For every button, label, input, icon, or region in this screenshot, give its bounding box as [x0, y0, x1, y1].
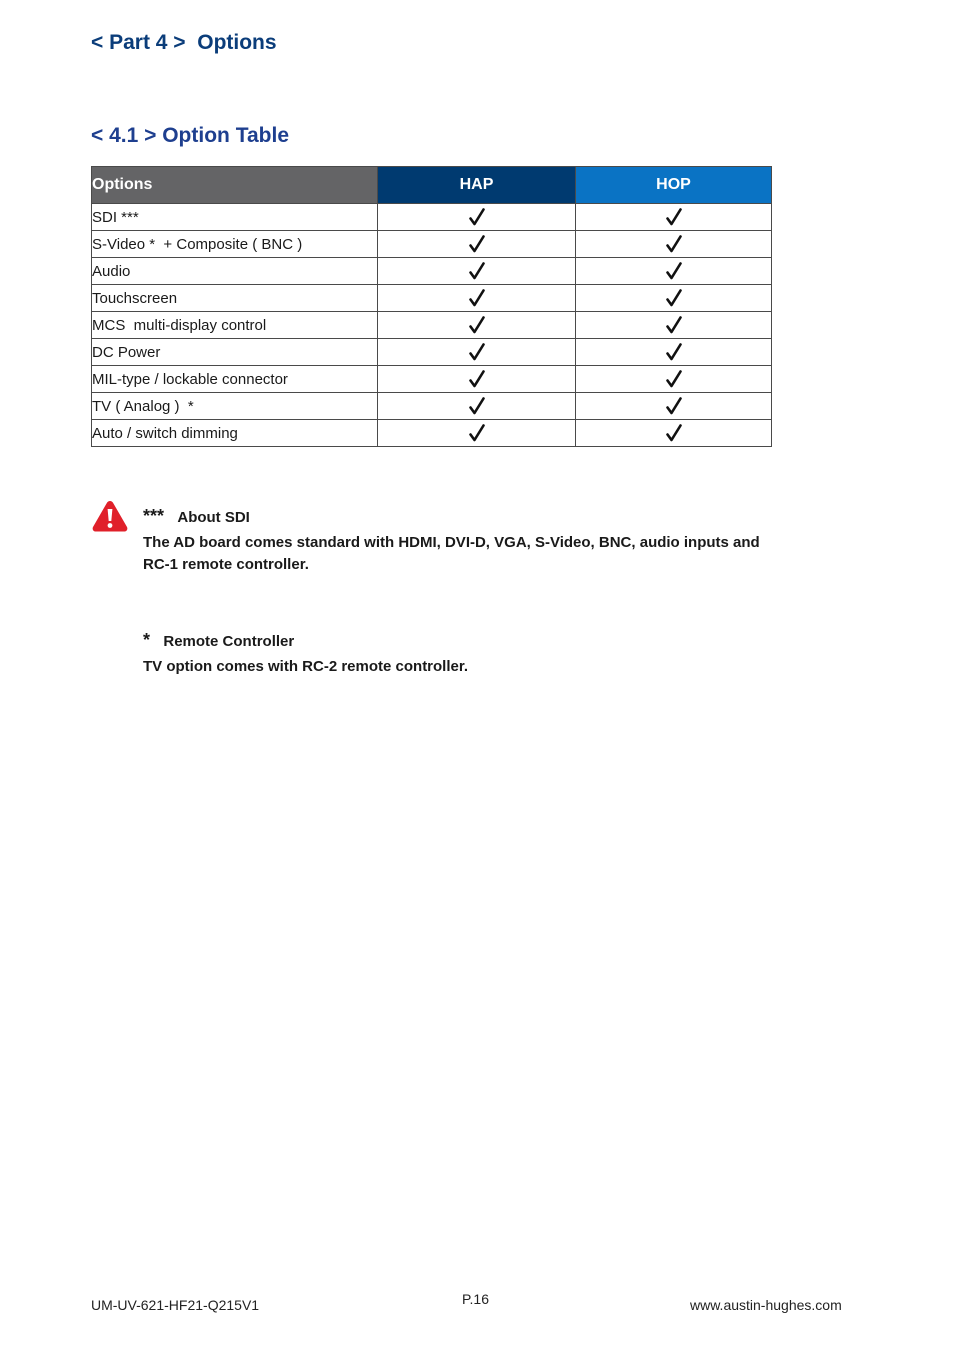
- page-number: P.16: [462, 1291, 489, 1307]
- hap-cell: [378, 420, 576, 447]
- hop-cell: [576, 312, 772, 339]
- hop-cell: [576, 258, 772, 285]
- hap-cell: [378, 393, 576, 420]
- hap-cell: [378, 312, 576, 339]
- part-title: < Part 4 > Options: [91, 31, 277, 54]
- check-icon: [469, 424, 485, 442]
- sdi-note-stars: ***: [143, 506, 165, 526]
- check-icon: [666, 208, 682, 226]
- header-hop: HOP: [576, 167, 772, 204]
- sdi-note: [143, 506, 760, 576]
- option-label: SDI ***: [92, 204, 378, 231]
- sdi-note-heading: About SDI: [177, 509, 250, 526]
- remote-note-star: *: [143, 630, 151, 650]
- hop-cell: [576, 204, 772, 231]
- table-row: [92, 258, 772, 285]
- header-hap: HAP: [378, 167, 576, 204]
- check-icon: [469, 316, 485, 334]
- hop-cell: [576, 393, 772, 420]
- header-options: Options: [92, 167, 378, 204]
- check-icon: [469, 397, 485, 415]
- check-icon: [666, 397, 682, 415]
- check-icon: [666, 262, 682, 280]
- table-row: [92, 339, 772, 366]
- check-icon: [666, 316, 682, 334]
- option-label: Audio: [92, 258, 378, 285]
- option-label: DC Power: [92, 339, 378, 366]
- website-link[interactable]: www.austin-hughes.com: [690, 1297, 842, 1313]
- option-label: MIL-type / lockable connector: [92, 366, 378, 393]
- hop-cell: [576, 366, 772, 393]
- check-icon: [469, 343, 485, 361]
- option-table: [91, 166, 772, 447]
- option-label: Auto / switch dimming: [92, 420, 378, 447]
- hap-cell: [378, 204, 576, 231]
- table-header-row: [92, 167, 772, 204]
- hap-cell: [378, 231, 576, 258]
- hap-cell: [378, 366, 576, 393]
- table-row: [92, 204, 772, 231]
- sdi-note-line: The AD board comes standard with HDMI, DVI-D, VGA, S-Video, BNC, audio inputs and: [143, 534, 760, 551]
- check-icon: [666, 289, 682, 307]
- option-label: TV ( Analog ) *: [92, 393, 378, 420]
- option-label: MCS multi-display control: [92, 312, 378, 339]
- remote-note: [143, 630, 468, 678]
- table-row: [92, 366, 772, 393]
- hop-cell: [576, 420, 772, 447]
- check-icon: [469, 289, 485, 307]
- remote-note-heading: Remote Controller: [163, 633, 295, 650]
- hap-cell: [378, 285, 576, 312]
- hop-cell: [576, 285, 772, 312]
- check-icon: [666, 235, 682, 253]
- hop-cell: [576, 339, 772, 366]
- check-icon: [666, 424, 682, 442]
- table-row: [92, 285, 772, 312]
- table-row: [92, 420, 772, 447]
- check-icon: [469, 235, 485, 253]
- check-icon: [666, 343, 682, 361]
- hap-cell: [378, 339, 576, 366]
- table-row: [92, 312, 772, 339]
- table-row: [92, 393, 772, 420]
- option-label: Touchscreen: [92, 285, 378, 312]
- check-icon: [469, 262, 485, 280]
- section-title: < 4.1 > Option Table: [91, 124, 289, 147]
- check-icon: [666, 370, 682, 388]
- hop-cell: [576, 231, 772, 258]
- option-label: S-Video * + Composite ( BNC ): [92, 231, 378, 258]
- sdi-note-line: RC-1 remote controller.: [143, 556, 309, 573]
- doc-code: UM-UV-621-HF21-Q215V1: [91, 1297, 260, 1313]
- check-icon: [469, 208, 485, 226]
- remote-note-line: TV option comes with RC-2 remote controller.: [143, 658, 469, 675]
- table-row: [92, 231, 772, 258]
- warning-icon: [91, 499, 129, 533]
- check-icon: [469, 370, 485, 388]
- hap-cell: [378, 258, 576, 285]
